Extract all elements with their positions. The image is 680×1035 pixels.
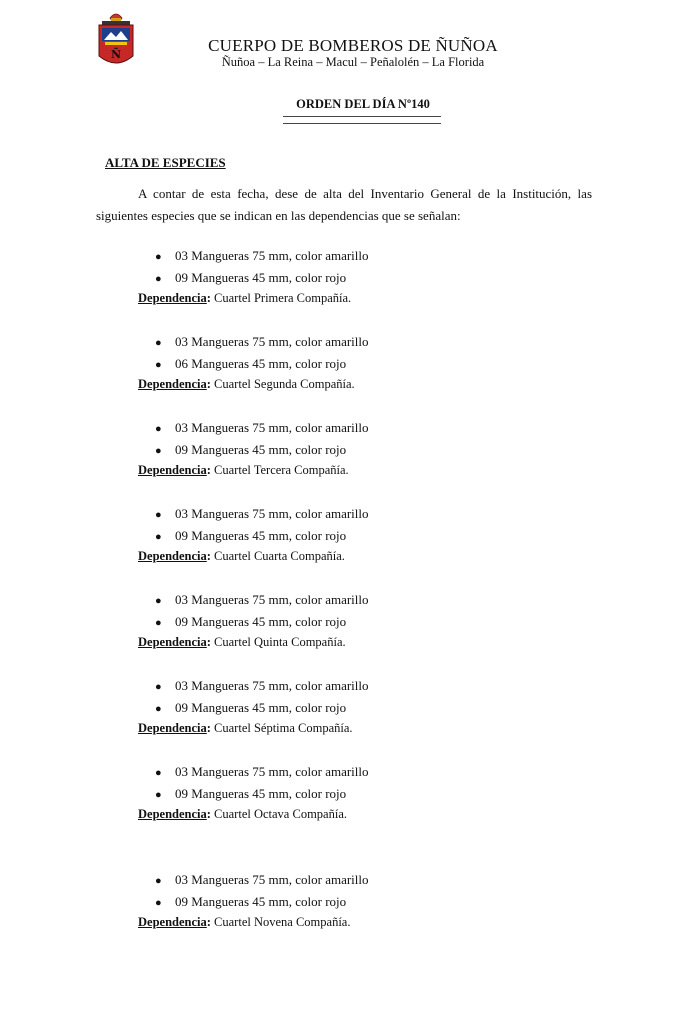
list-item: [155, 592, 369, 608]
bullet-icon: ●: [155, 595, 162, 607]
dependency-colon: :: [206, 463, 211, 477]
bullet-icon: ●: [155, 702, 162, 715]
item-text: 03 Mangueras 75 mm, color amarillo: [175, 506, 369, 521]
dependency-line: [138, 721, 353, 736]
dependency-value: Cuartel Octava Compañía.: [210, 807, 347, 821]
item-text: 09 Mangueras 45 mm, color rojo: [175, 441, 347, 457]
bullet-icon: ●: [155, 788, 162, 801]
item-text: 09 Mangueras 45 mm, color rojo: [175, 699, 347, 715]
bullet-icon: ●: [155, 681, 162, 693]
bullet-icon: ●: [155, 337, 162, 349]
intro-paragraph: A contar de esta fecha, dese de alta del Inventario General de la Institución, las siguientes especies que se indican en las dependencias que se señalan:: [96, 186, 592, 223]
list-item: [155, 248, 369, 264]
list-item: [155, 786, 346, 802]
dependency-value: Cuartel Séptima Compañía.: [210, 721, 353, 735]
dependency-value: Cuartel Quinta Compañía.: [210, 635, 346, 649]
dependency-line: [138, 549, 345, 564]
item-text: 09 Mangueras 45 mm, color rojo: [175, 785, 347, 801]
dependency-colon: :: [206, 549, 211, 563]
dependency-line: [138, 463, 349, 478]
dependency-label: Dependencia: [138, 807, 207, 821]
bullet-icon: ●: [155, 444, 162, 457]
bullet-icon: ●: [155, 767, 162, 779]
list-item: [155, 420, 369, 436]
item-text: 06 Mangueras 45 mm, color rojo: [175, 355, 347, 371]
item-text: 03 Mangueras 75 mm, color amarillo: [175, 248, 369, 263]
bullet-icon: ●: [155, 509, 162, 521]
bullet-icon: ●: [155, 896, 162, 909]
order-title: ORDEN DEL DÍA Nº140: [296, 97, 430, 111]
dependency-value: Cuartel Segunda Compañía.: [210, 377, 355, 391]
item-text: 03 Mangueras 75 mm, color amarillo: [175, 592, 369, 607]
bullet-icon: ●: [155, 875, 162, 887]
organization-subtitle: Ñuñoa – La Reina – Macul – Peñalolén – La Florida: [221, 55, 485, 69]
list-item: [155, 678, 369, 694]
item-text: 03 Mangueras 75 mm, color amarillo: [175, 334, 369, 349]
dependency-colon: :: [206, 915, 211, 929]
list-item: [155, 872, 369, 888]
dependency-label: Dependencia: [138, 291, 207, 305]
list-item: [155, 334, 369, 350]
dependency-label: Dependencia: [138, 915, 207, 929]
dependency-colon: :: [206, 377, 211, 391]
list-item: [155, 506, 369, 522]
list-item: [155, 270, 346, 286]
bullet-icon: ●: [155, 272, 162, 285]
dependency-label: Dependencia: [138, 549, 207, 563]
item-text: 09 Mangueras 45 mm, color rojo: [175, 269, 347, 285]
item-text: 09 Mangueras 45 mm, color rojo: [175, 893, 347, 909]
bullet-icon: ●: [155, 251, 162, 263]
list-item: [155, 614, 346, 630]
dependency-label: Dependencia: [138, 721, 207, 735]
list-item: [155, 356, 346, 372]
list-item: [155, 528, 346, 544]
list-item: [155, 700, 346, 716]
dependency-line: [138, 291, 351, 306]
dependency-value: Cuartel Cuarta Compañía.: [210, 549, 345, 563]
list-item: [155, 442, 346, 458]
dependency-label: Dependencia: [138, 635, 207, 649]
order-title-underline: [283, 116, 441, 124]
list-item: [155, 764, 369, 780]
dependency-line: [138, 635, 346, 650]
bullet-icon: ●: [155, 616, 162, 629]
bullet-icon: ●: [155, 423, 162, 435]
dependency-value: Cuartel Tercera Compañía.: [210, 463, 349, 477]
list-item: [155, 894, 346, 910]
dependency-line: [138, 377, 355, 392]
dependency-value: Cuartel Primera Compañía.: [210, 291, 352, 305]
section-heading: ALTA DE ESPECIES: [105, 155, 226, 170]
dependency-line: [138, 915, 350, 930]
dependency-line: [138, 807, 347, 822]
item-text: 03 Mangueras 75 mm, color amarillo: [175, 764, 369, 779]
item-text: 03 Mangueras 75 mm, color amarillo: [175, 678, 369, 693]
dependency-colon: :: [206, 635, 211, 649]
item-text: 09 Mangueras 45 mm, color rojo: [175, 613, 347, 629]
dependency-label: Dependencia: [138, 463, 207, 477]
bullet-icon: ●: [155, 530, 162, 543]
dependency-label: Dependencia: [138, 377, 207, 391]
item-text: 03 Mangueras 75 mm, color amarillo: [175, 420, 369, 435]
item-text: 09 Mangueras 45 mm, color rojo: [175, 527, 347, 543]
bullet-icon: ●: [155, 358, 162, 371]
item-text: 03 Mangueras 75 mm, color amarillo: [175, 872, 369, 887]
dependency-colon: :: [206, 291, 211, 305]
dependency-value: Cuartel Novena Compañía.: [210, 915, 351, 929]
crest-letter: Ñ: [110, 48, 122, 61]
organization-title: CUERPO DE BOMBEROS DE ÑUÑOA: [208, 36, 498, 55]
dependency-colon: :: [206, 721, 211, 735]
dependency-colon: :: [206, 807, 211, 821]
